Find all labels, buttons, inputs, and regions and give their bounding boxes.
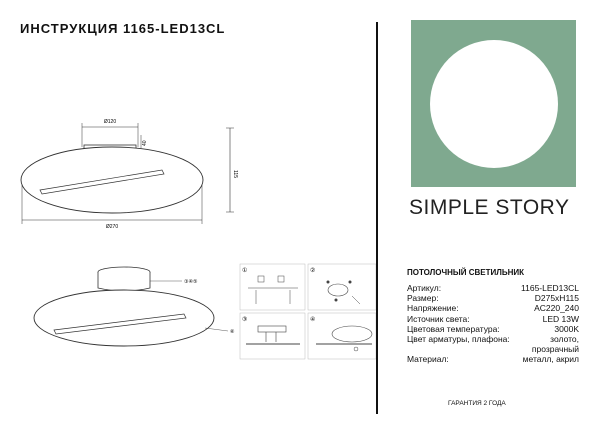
step-panel-1 [240, 264, 305, 310]
spec-value: 3000K [554, 323, 579, 334]
spec-value: 1165-LED13CL [521, 283, 579, 293]
callout-shade: ⑥ [230, 329, 235, 335]
spec-row [407, 334, 579, 344]
product-photo [411, 20, 576, 187]
spec-key: Материал: [407, 354, 449, 365]
dim-label-width: Ø270 [105, 224, 119, 230]
step-panel-2 [308, 264, 376, 310]
step-num-3: ③ [242, 317, 248, 323]
spec-row [407, 293, 579, 303]
step-num-2: ② [310, 268, 316, 274]
spec-value: металл, акрил [522, 354, 579, 365]
lamp-disc [430, 40, 558, 168]
divider-line [376, 22, 378, 414]
step-panel-3 [240, 313, 305, 359]
dim-label-small: 40 [142, 140, 148, 146]
brand-logo [409, 196, 569, 220]
spec-value: LED 13W [542, 313, 579, 324]
page-title: ИНСТРУКЦИЯ 1165-LED13CL [20, 21, 226, 36]
installation-steps [240, 264, 376, 359]
spec-key: Источник света: [407, 313, 470, 324]
spec-value: D275xH115 [534, 293, 579, 304]
spec-value: прозрачный [531, 344, 579, 355]
spec-list [407, 283, 579, 365]
persp-shade [34, 290, 214, 346]
spec-row [407, 283, 579, 293]
spec-key: Цвет арматуры, плафона: [407, 334, 510, 345]
brand-simple: SIMPLE [409, 196, 490, 219]
step-num-4: ④ [310, 317, 316, 323]
spec-key: Размер: [407, 293, 439, 304]
spec-key: Артикул: [407, 283, 442, 293]
spec-value: AC220_240 [534, 303, 579, 314]
brand-story: STORY [495, 196, 570, 219]
callout-bolts: ③④⑤ [184, 279, 198, 285]
spec-row [407, 324, 579, 334]
step-panel-4 [308, 313, 376, 359]
product-type: ПОТОЛОЧНЫЙ СВЕТИЛЬНИК [407, 268, 525, 277]
warranty-note: ГАРАНТИЯ 2 ГОДА [448, 400, 506, 407]
spec-row [407, 314, 579, 324]
spec-key: Напряжение: [407, 303, 459, 314]
spec-row [407, 344, 579, 354]
spec-row [407, 354, 579, 364]
persp-cap-body [98, 272, 150, 291]
dim-label-height: 115 [232, 170, 238, 178]
step-num-1: ① [242, 268, 248, 274]
spec-row [407, 303, 579, 313]
spec-key: Цветовая температура: [407, 323, 500, 334]
dim-label-top: Ø120 [103, 119, 117, 125]
spec-value: золото, [550, 334, 579, 345]
